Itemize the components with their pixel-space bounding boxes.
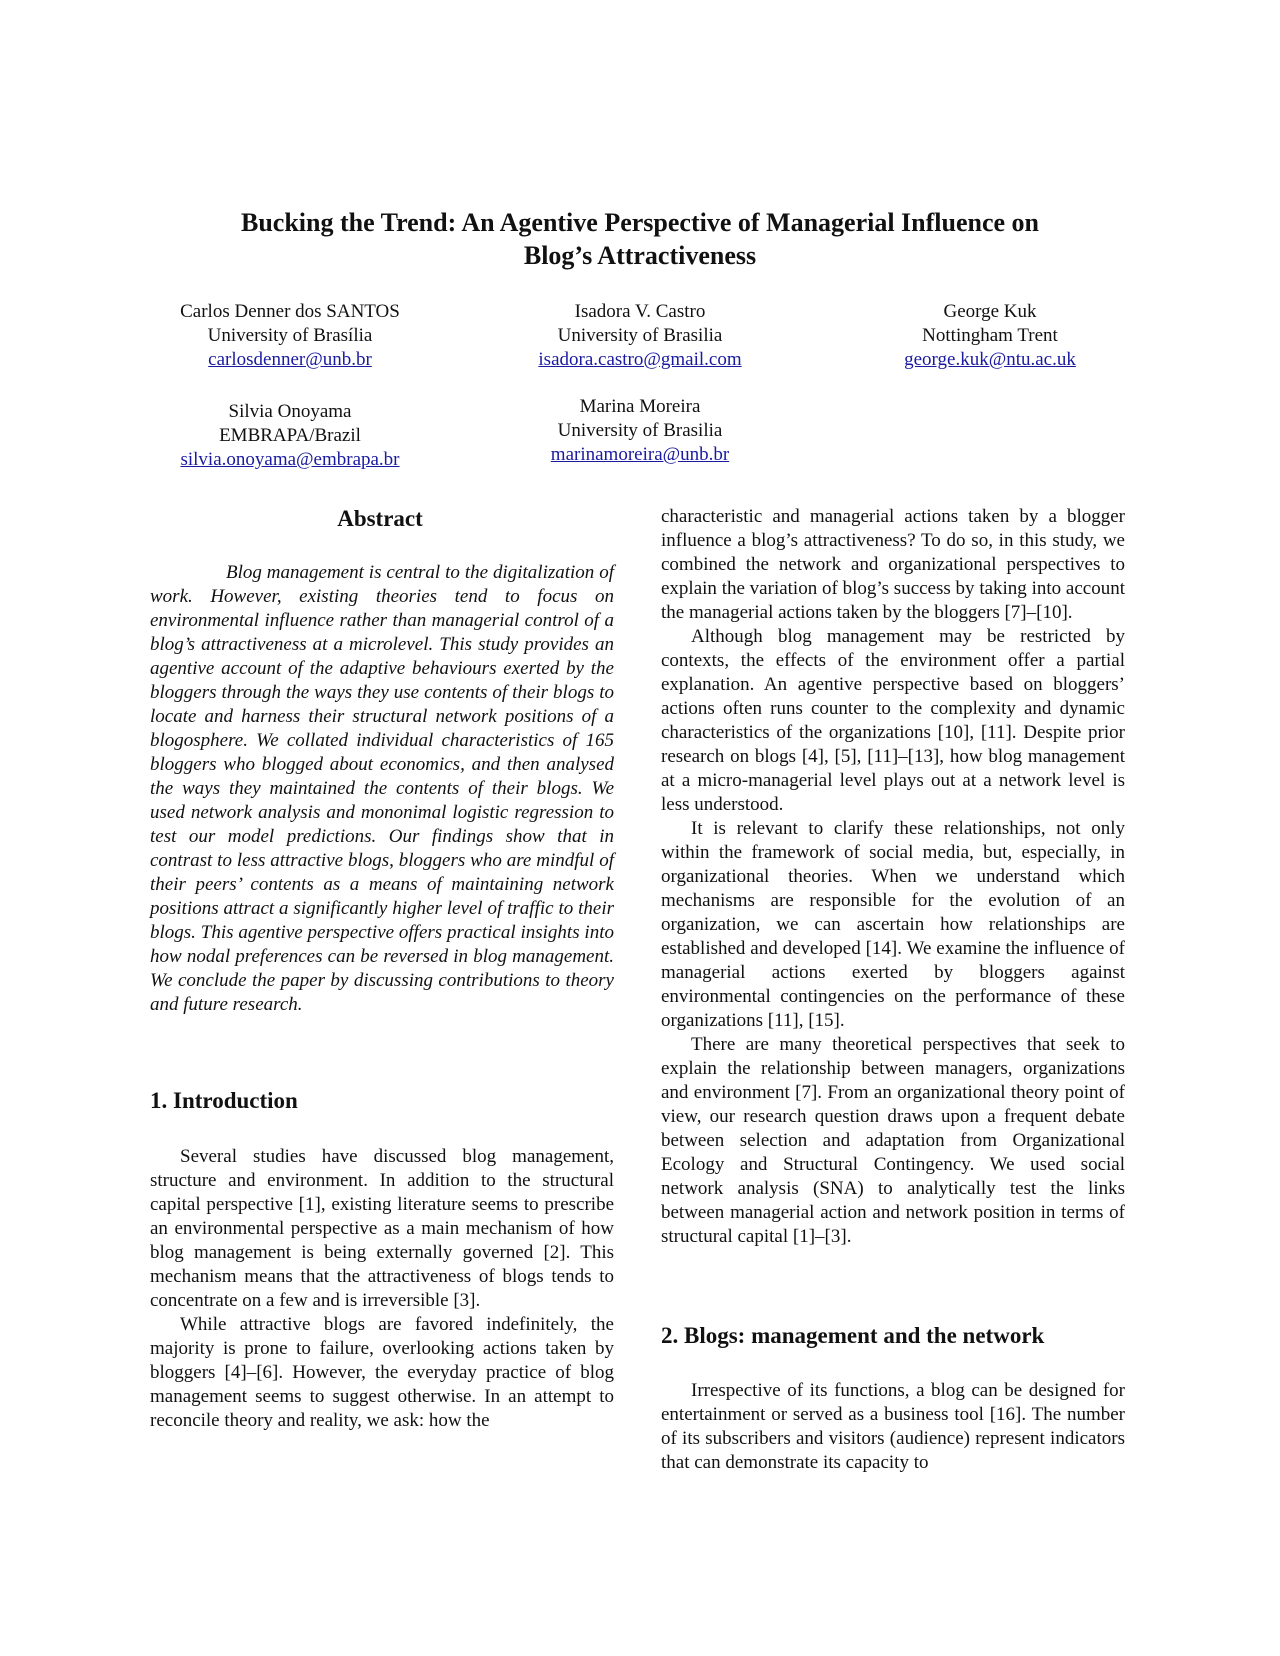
abstract-text: Blog management is central to the digitalization of work. However, existing theories tend to focus on environmental influence rather than managerial control of a blog’s attractiveness at a microlevel. This study provides an agentive account of the adaptive behaviours exerted by the bloggers through the ways they use contents of their blogs to locate and harness their structural network positions of a blogosphere. We collated individual characteristics of 165 bloggers who blogged about economics, and then analysed the ways they maintained the contents of their blogs. We used network analysis and mononimal logistic regression to test our model predictions. Our findings show that in contrast to less attractive blogs, bloggers who are mindful of their peers’ contents as a means of maintaining network positions attract a significantly higher level of traffic to their blogs. This agentive perspective offers practical insights into how nodal preferences can be reversed in blog management. We conclude the paper by discussing contributions to theory and future research. <box>150 562 614 1015</box>
paper-title-line-1: Bucking the Trend: An Agentive Perspective of Managerial Influence on <box>240 208 1040 237</box>
paper-title <box>150 206 1130 272</box>
author-affiliation: University of Brasilia <box>557 420 723 441</box>
right-column <box>661 505 1125 1249</box>
author-name: Marina Moreira <box>579 396 701 417</box>
author-affiliation: University of Brasília <box>207 325 373 346</box>
intro-paragraph-4: It is relevant to clarify these relationships, not only within the framework of social media, but, especially, in organizational theories. When we understand which mechanisms are responsible for the evolution of an organization, we can ascertain how relationships are established and developed [14]. We examine the influence of managerial actions exerted by bloggers against environmental contingencies on the performance of these organizations [11], [15]. <box>661 818 1125 1031</box>
paper-title-line-2: Blog’s Attractiveness <box>523 241 757 270</box>
abstract-heading: Abstract <box>337 506 423 531</box>
author-affiliation: Nottingham Trent <box>922 325 1058 346</box>
author-email-link[interactable]: george.kuk@ntu.ac.uk <box>904 349 1076 370</box>
section2-column <box>661 1379 1125 1475</box>
author-block <box>490 300 790 372</box>
author-email-link[interactable]: marinamoreira@unb.br <box>550 444 730 465</box>
intro-paragraph-5: There are many theoretical perspectives that seek to explain the relationship between managers, organizations and environment [7]. From an organizational theory point of view, our research question draws upon a frequent debate between selection and adaptation from Organizational Ecology and Structural Contingency. We used social network analysis (SNA) to analytically test the links between managerial action and network position in terms of structural capital [1]–[3]. <box>661 1034 1125 1247</box>
intro-column <box>150 1145 614 1433</box>
author-name: Isadora V. Castro <box>574 301 706 322</box>
section-heading-blogs: 2. Blogs: management and the network <box>661 1323 1045 1348</box>
author-email-link[interactable]: isadora.castro@gmail.com <box>538 349 742 370</box>
section2-paragraph-1: Irrespective of its functions, a blog can be designed for entertainment or served as a business tool [16]. The number of its subscribers and visitors (audience) represent indicators that can demonstrate its capacity to <box>661 1380 1125 1473</box>
author-block <box>140 300 440 372</box>
author-block <box>140 400 440 472</box>
intro-paragraph-2: While attractive blogs are favored indefinitely, the majority is prone to failure, overlooking actions taken by bloggers [4]–[6]. However, the everyday practice of blog management seems to suggest otherwise. In an attempt to reconcile theory and reality, we ask: how the <box>150 1314 614 1431</box>
author-block <box>840 300 1140 372</box>
author-email-link[interactable]: carlosdenner@unb.br <box>208 349 372 370</box>
author-name: Carlos Denner dos SANTOS <box>180 301 400 322</box>
intro-paragraph-3: Although blog management may be restricted by contexts, the effects of the environment offer a partial explanation. An agentive perspective based on bloggers’ actions often runs counter to the complexity and dynamic characteristics of the organizations [10], [11]. Despite prior research on blogs [4], [5], [11]–[13], how blog management at a micro-managerial level plays out at a network level is less understood. <box>661 626 1125 815</box>
intro-paragraph-1: Several studies have discussed blog management, structure and environment. In addition to the structural capital perspective [1], existing literature seems to prescribe an environmental perspective as a main mechanism of how blog management is being externally governed [2]. This mechanism means that the attractiveness of blogs tends to concentrate on a few and is irreversible [3]. <box>150 1146 614 1311</box>
author-block <box>490 395 790 467</box>
author-affiliation: EMBRAPA/Brazil <box>219 425 361 446</box>
author-name: Silvia Onoyama <box>228 401 352 422</box>
author-name: George Kuk <box>943 301 1037 322</box>
section-heading-introduction: 1. Introduction <box>150 1088 298 1113</box>
author-email-link[interactable]: silvia.onoyama@embrapa.br <box>180 449 400 470</box>
intro-paragraph-continued: characteristic and managerial actions taken by a blogger influence a blog’s attractiveness? To do so, in this study, we combined the network and organizational perspectives to explain the variation of blog’s success by taking into account the managerial actions taken by the bloggers [7]–[10]. <box>661 506 1125 623</box>
author-affiliation: University of Brasilia <box>557 325 723 346</box>
